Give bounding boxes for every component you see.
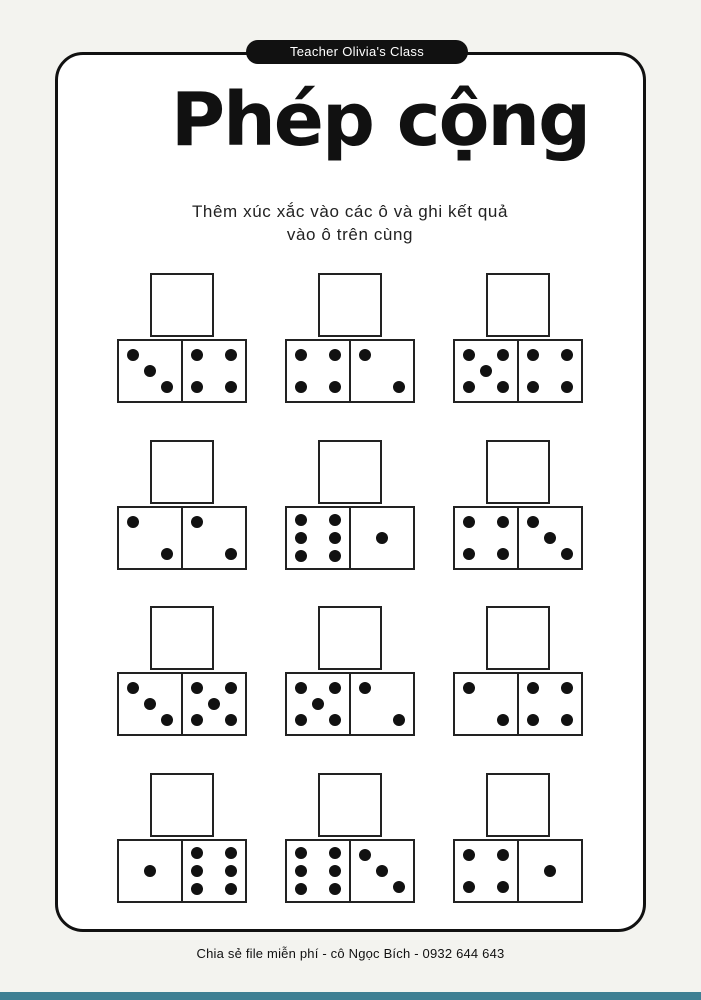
die-pip — [527, 349, 539, 361]
die-pip — [161, 548, 173, 560]
die-pip — [561, 548, 573, 560]
left-die — [117, 839, 183, 903]
instruction-line-1: Thêm xúc xắc vào các ô và ghi kết quả — [191, 202, 509, 221]
left-die — [117, 672, 183, 736]
die-pip — [329, 865, 341, 877]
die-pip — [295, 550, 307, 562]
die-pip — [295, 682, 307, 694]
die-pip — [144, 698, 156, 710]
die-pip — [544, 865, 556, 877]
right-die — [517, 506, 583, 570]
die-pip — [561, 714, 573, 726]
left-die — [117, 506, 183, 570]
die-pip — [463, 849, 475, 861]
die-pip — [191, 381, 203, 393]
die-pip — [295, 847, 307, 859]
right-die — [181, 839, 247, 903]
die-pip — [225, 883, 237, 895]
die-pip — [191, 847, 203, 859]
addition-problem — [117, 440, 249, 572]
die-pip — [329, 514, 341, 526]
answer-box[interactable] — [150, 273, 214, 337]
die-pip — [497, 849, 509, 861]
die-pip — [208, 698, 220, 710]
die-pip — [497, 349, 509, 361]
addition-problem — [453, 273, 585, 405]
die-pip — [225, 682, 237, 694]
die-pip — [295, 714, 307, 726]
die-pip — [329, 550, 341, 562]
die-pip — [295, 349, 307, 361]
die-pip — [527, 516, 539, 528]
die-pip — [329, 883, 341, 895]
die-pip — [161, 381, 173, 393]
addition-problem — [117, 606, 249, 738]
right-die — [517, 839, 583, 903]
die-pip — [359, 682, 371, 694]
answer-box[interactable] — [150, 773, 214, 837]
die-pip — [480, 365, 492, 377]
die-pip — [225, 548, 237, 560]
addition-problem — [285, 273, 417, 405]
die-pip — [527, 381, 539, 393]
left-die — [117, 339, 183, 403]
die-pip — [497, 516, 509, 528]
die-pip — [544, 532, 556, 544]
die-pip — [329, 532, 341, 544]
die-pip — [463, 548, 475, 560]
left-die — [453, 506, 519, 570]
die-pip — [463, 349, 475, 361]
die-pip — [295, 381, 307, 393]
answer-box[interactable] — [486, 273, 550, 337]
die-pip — [497, 381, 509, 393]
die-pip — [295, 883, 307, 895]
die-pip — [144, 365, 156, 377]
die-pip — [312, 698, 324, 710]
answer-box[interactable] — [150, 606, 214, 670]
die-pip — [527, 682, 539, 694]
die-pip — [329, 381, 341, 393]
left-die — [453, 839, 519, 903]
die-pip — [393, 881, 405, 893]
answer-box[interactable] — [318, 440, 382, 504]
die-pip — [225, 865, 237, 877]
die-pip — [393, 714, 405, 726]
addition-problem — [285, 773, 417, 905]
right-die — [349, 672, 415, 736]
left-die — [285, 672, 351, 736]
right-die — [181, 506, 247, 570]
die-pip — [295, 514, 307, 526]
answer-box[interactable] — [486, 773, 550, 837]
die-pip — [561, 682, 573, 694]
die-pip — [497, 714, 509, 726]
answer-box[interactable] — [486, 606, 550, 670]
addition-problem — [453, 606, 585, 738]
die-pip — [329, 349, 341, 361]
page-title: Phép cộng — [170, 77, 590, 163]
die-pip — [359, 349, 371, 361]
die-pip — [295, 532, 307, 544]
left-die — [285, 839, 351, 903]
right-die — [349, 339, 415, 403]
class-name-badge: Teacher Olivia's Class — [246, 40, 468, 64]
die-pip — [527, 714, 539, 726]
right-die — [517, 339, 583, 403]
right-die — [349, 506, 415, 570]
die-pip — [127, 682, 139, 694]
addition-problem — [285, 440, 417, 572]
instruction-text — [130, 200, 570, 246]
die-pip — [295, 865, 307, 877]
die-pip — [497, 548, 509, 560]
die-pip — [191, 682, 203, 694]
addition-problem — [285, 606, 417, 738]
answer-box[interactable] — [318, 773, 382, 837]
addition-problem — [117, 773, 249, 905]
left-die — [285, 339, 351, 403]
addition-problem — [453, 773, 585, 905]
die-pip — [225, 349, 237, 361]
die-pip — [393, 381, 405, 393]
right-die — [181, 672, 247, 736]
die-pip — [191, 516, 203, 528]
right-die — [517, 672, 583, 736]
die-pip — [127, 349, 139, 361]
die-pip — [497, 881, 509, 893]
answer-box[interactable] — [486, 440, 550, 504]
answer-box[interactable] — [150, 440, 214, 504]
addition-problem — [117, 273, 249, 405]
left-die — [285, 506, 351, 570]
die-pip — [225, 714, 237, 726]
answer-box[interactable] — [318, 606, 382, 670]
left-die — [453, 672, 519, 736]
die-pip — [329, 847, 341, 859]
die-pip — [463, 881, 475, 893]
die-pip — [376, 532, 388, 544]
die-pip — [144, 865, 156, 877]
die-pip — [329, 682, 341, 694]
die-pip — [225, 381, 237, 393]
die-pip — [191, 349, 203, 361]
right-die — [181, 339, 247, 403]
die-pip — [329, 714, 341, 726]
die-pip — [463, 682, 475, 694]
die-pip — [359, 849, 371, 861]
left-die — [453, 339, 519, 403]
footer-credit: Chia sẻ file miễn phí - cô Ngọc Bích - 0932 644 643 — [196, 946, 505, 961]
instruction-line-2: vào ô trên cùng — [286, 225, 414, 244]
right-die — [349, 839, 415, 903]
die-pip — [191, 714, 203, 726]
die-pip — [463, 516, 475, 528]
die-pip — [463, 381, 475, 393]
die-pip — [191, 865, 203, 877]
die-pip — [191, 883, 203, 895]
die-pip — [225, 847, 237, 859]
addition-problem — [453, 440, 585, 572]
bottom-bar — [0, 992, 701, 1000]
answer-box[interactable] — [318, 273, 382, 337]
die-pip — [161, 714, 173, 726]
die-pip — [561, 349, 573, 361]
die-pip — [127, 516, 139, 528]
die-pip — [376, 865, 388, 877]
die-pip — [561, 381, 573, 393]
